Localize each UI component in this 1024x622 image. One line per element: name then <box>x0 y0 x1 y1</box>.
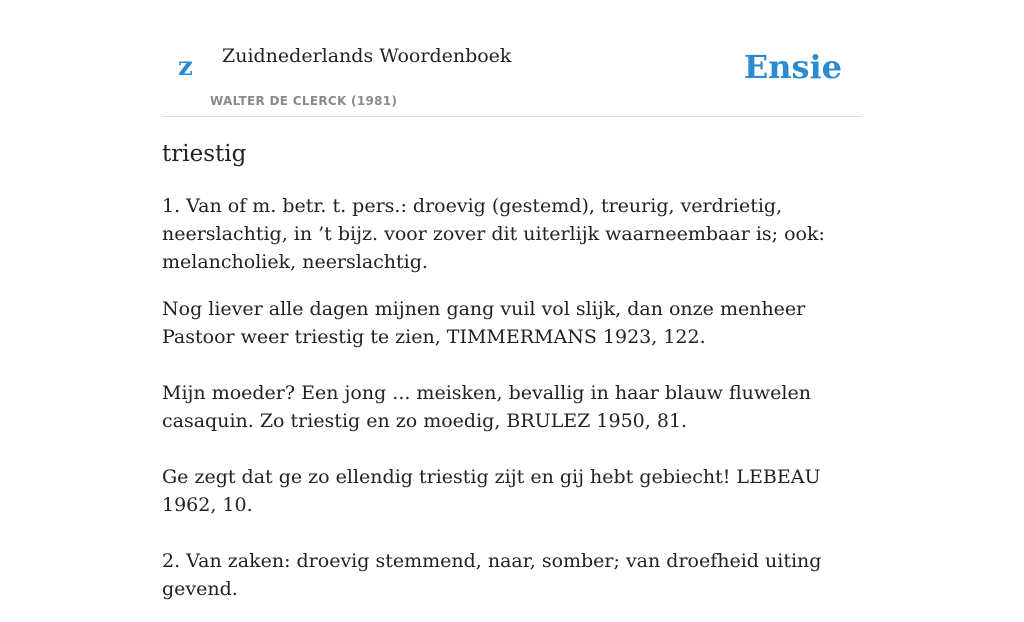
dictionary-author: WALTER DE CLERCK (1981) <box>210 94 398 108</box>
ensie-brand-logo[interactable]: Ensie <box>743 48 842 86</box>
dictionary-title[interactable]: Zuidnederlands Woordenboek <box>222 45 512 67</box>
quote-lebeau: Ge zegt dat ge zo ellendig triestig zijt en gij hebt gebiecht! LEBEAU 1962, 10. <box>162 466 821 516</box>
quote-brulez: Mijn moeder? Een jong ... meisken, bevallig in haar blauw fluwelen casaquin. Zo triestig en zo moedig, BRULEZ 1950, 81. <box>162 382 811 432</box>
sense-2-definition: 2. Van zaken: droevig stemmend, naar, somber; van droefheid uiting gevend. <box>162 550 822 600</box>
dictionary-logo-icon[interactable]: z <box>178 52 193 82</box>
dictionary-header <box>162 0 862 117</box>
entry-headword: triestig <box>162 141 247 167</box>
quote-timmermans: Nog liever alle dagen mijnen gang vuil vol slijk, dan onze menheer Pastoor weer triestig te zien, TIMMERMANS 1923, 122. <box>162 298 806 348</box>
entry-content <box>162 136 862 622</box>
sense-1-definition: 1. Van of m. betr. t. pers.: droevig (gestemd), treurig, verdrietig, neerslachtig, in ’t bijz. voor zover dit uiterlijk waarneembaar is; ook: melancholiek, neerslachtig. <box>162 195 825 273</box>
